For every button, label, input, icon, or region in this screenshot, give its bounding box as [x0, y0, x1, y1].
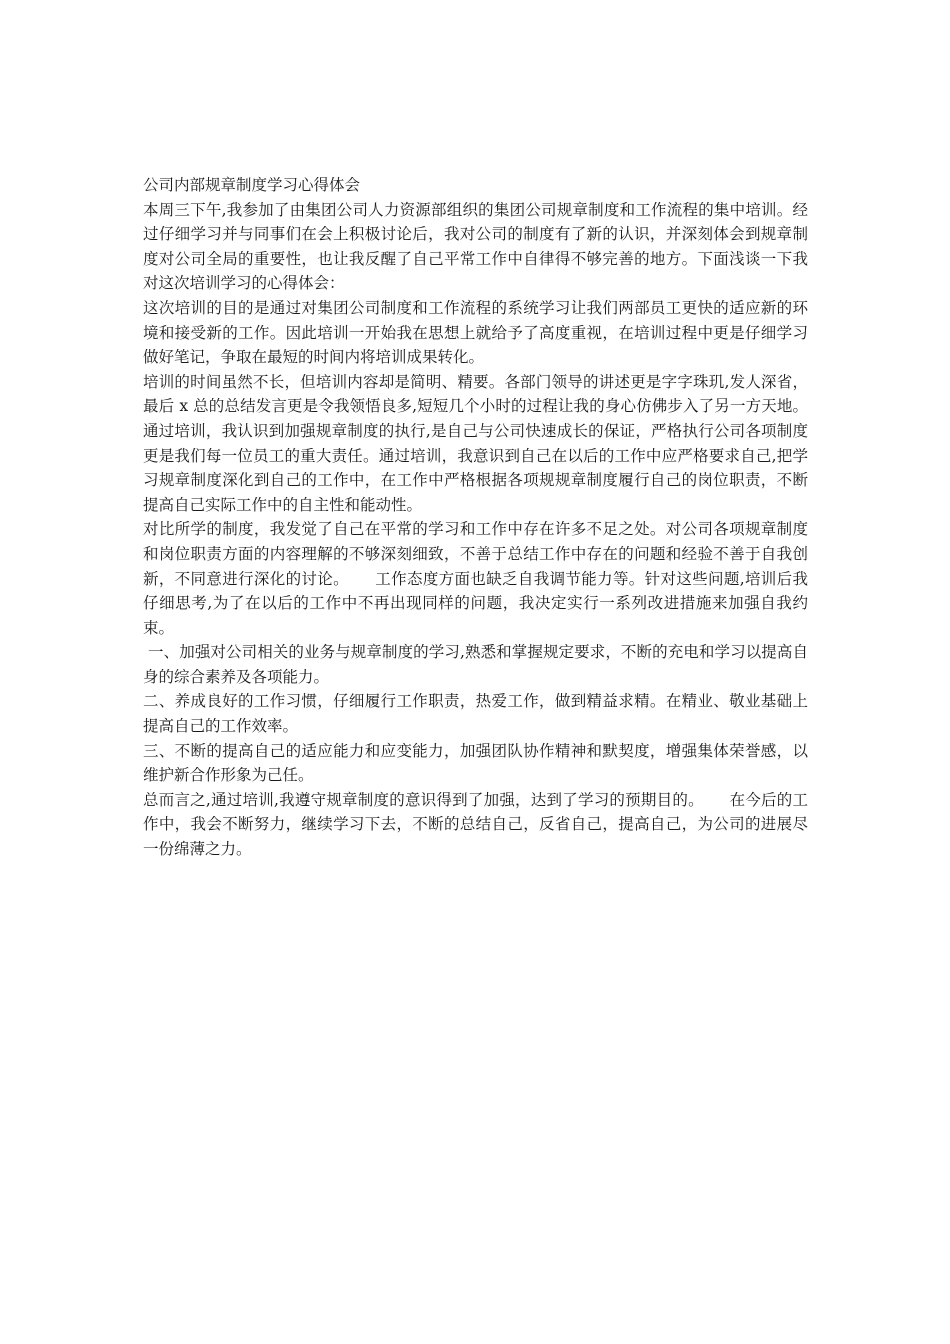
paragraph-purpose: 这次培训的目的是通过对集团公司制度和工作流程的系统学习让我们两部员工更快的适应新的环境和接受新的工作。因此培训一开始我在思想上就给予了高度重视，在培训过程中更是仔细学习做好笔记，争取在最短的时间内将培训成果转化。: [143, 298, 808, 367]
paragraph-reflection: 对比所学的制度，我发觉了自己在平常的学习和工作中存在许多不足之处。对公司各项规章制度和岗位职责方面的内容理解的不够深刻细致，不善于总结工作中存在的问题和经验不善于自我创新，不同意进行深化的讨论。 工作态度方面也缺乏自我调节能力等。针对这些问题,培训后我仔细思考,为了在以后的工作中不再出现同样的问题，我决定实行一系列改进措施来加强自我约束。: [143, 520, 808, 637]
paragraph-conclusion: 总而言之,通过培训,我遵守规章制度的意识得到了加强，达到了学习的预期目的。 在今后的工作中，我会不断努力，继续学习下去，不断的总结自己，反省自己，提高自己，为公司的进展尽一份绵薄之力。: [143, 790, 808, 859]
list-item-1: 一、加强对公司相关的业务与规章制度的学习,熟悉和掌握规定要求，不断的充电和学习以提高自身的综合素养及各项能力。: [143, 643, 808, 686]
document-body: [143, 173, 808, 862]
paragraph-intro: 本周三下午,我参加了由集团公司人力资源部组织的集团公司规章制度和工作流程的集中培训。经过仔细学习并与同事们在会上积极讨论后，我对公司的制度有了新的认识，并深刻体会到规章制度对公司全局的重要性，也让我反醒了自己平常工作中自律得不够完善的地方。下面浅谈一下我对这次培训学习的心得体会：: [143, 200, 808, 293]
document-title: 公司内部规章制度学习心得体会: [143, 176, 361, 194]
paragraph-content: 培训的时间虽然不长，但培训内容却是简明、精要。各部门领导的讲述更是字字珠玑,发人深省，最后 x 总的总结发言更是令我领悟良多,短短几个小时的过程让我的身心仿佛步入了另一方天地。通过培训，我认识到加强规章制度的执行,是自己与公司快速成长的保证，严格执行公司各项制度更是我们每一位员工的重大责任。通过培训，我意识到自己在以后的工作中应严格要求自己,把学习规章制度深化到自己的工作中，在工作中严格根据各项规规章制度履行自己的岗位职责，不断提高自己实际工作中的自主性和能动性。: [143, 372, 808, 514]
list-item-2: 二、养成良好的工作习惯，仔细履行工作职责，热爱工作，做到精益求精。在精业、敬业基础上提高自己的工作效率。: [143, 692, 808, 736]
list-item-3: 三、不断的提高自己的适应能力和应变能力，加强团队协作精神和默契度，增强集体荣誉感，以维护新合作形象为己任。: [143, 741, 808, 785]
